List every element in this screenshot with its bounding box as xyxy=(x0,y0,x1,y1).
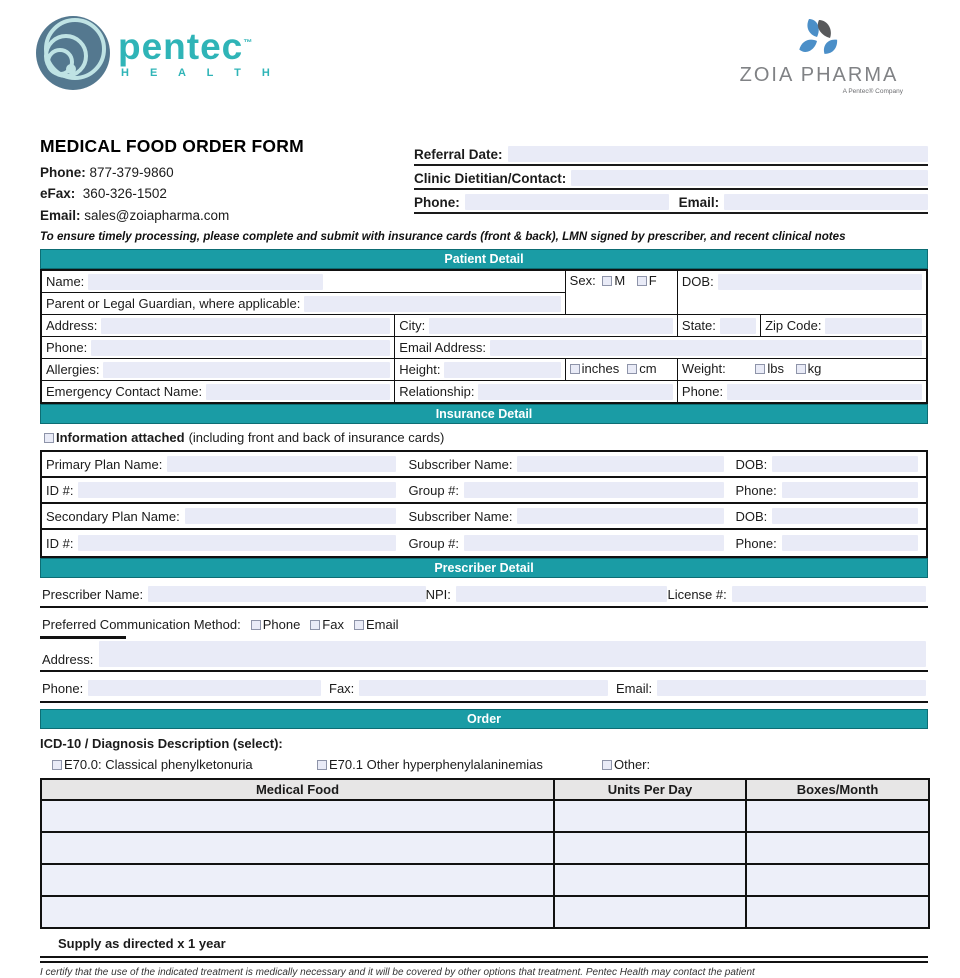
referral-email-label: Email: xyxy=(678,194,720,210)
section-divider xyxy=(40,956,928,963)
zoia-wordmark: ZOIA PHARMA xyxy=(739,64,899,86)
patient-name-field[interactable] xyxy=(88,274,323,290)
comm-fax-option: Fax xyxy=(322,617,344,632)
address-label: Address: xyxy=(46,318,98,333)
medical-food-cell[interactable] xyxy=(41,800,554,832)
comm-email-checkbox[interactable] xyxy=(354,620,364,630)
insurance-table xyxy=(40,450,928,558)
comm-phone-checkbox[interactable] xyxy=(251,620,261,630)
zip-label: Zip Code: xyxy=(765,318,822,333)
weight-lbs-checkbox[interactable] xyxy=(755,364,765,374)
dietitian-row xyxy=(414,170,928,190)
dietitian-label: Clinic Dietitian/Contact: xyxy=(414,170,567,186)
npi-field[interactable] xyxy=(456,586,668,602)
primary-plan-label: Primary Plan Name: xyxy=(46,456,163,472)
zoia-tagline: A Pentec® Company xyxy=(842,88,903,95)
group2-label: Group #: xyxy=(408,535,460,551)
allergies-field[interactable] xyxy=(103,362,390,378)
prescriber-phone-field[interactable] xyxy=(88,680,321,696)
group-label: Group #: xyxy=(408,482,460,498)
icd-diagnosis-label: ICD-10 / Diagnosis Description (select): xyxy=(40,736,283,751)
subscriber2-field[interactable] xyxy=(517,508,723,524)
cm-option: cm xyxy=(639,361,657,376)
icd-e701-checkbox[interactable] xyxy=(317,760,327,770)
insurance-attached-row xyxy=(40,424,928,450)
units-cell[interactable] xyxy=(554,832,746,864)
boxes-cell[interactable] xyxy=(746,864,929,896)
units-cell[interactable] xyxy=(554,896,746,928)
certification-text: I certify that the use of the indicated treatment is medically necessary and it will be covered by other options that treatment. Pentec Health may contact the patient xyxy=(40,967,755,978)
form-title: MEDICAL FOOD ORDER FORM xyxy=(40,136,304,156)
prescriber-email-label: Email: xyxy=(616,680,653,696)
emergency-phone-field[interactable] xyxy=(727,384,922,400)
city-field[interactable] xyxy=(429,318,673,334)
table-row xyxy=(41,832,929,864)
table-row xyxy=(41,864,929,896)
zip-field[interactable] xyxy=(825,318,922,334)
sex-m-checkbox[interactable] xyxy=(602,276,612,286)
boxes-cell[interactable] xyxy=(746,832,929,864)
id-field[interactable] xyxy=(78,482,396,498)
relationship-field[interactable] xyxy=(478,384,672,400)
prescriber-fax-label: Fax: xyxy=(329,680,355,696)
insurance-detail-header: Insurance Detail xyxy=(40,404,928,424)
communication-method-row xyxy=(40,608,928,636)
kg-option: kg xyxy=(807,361,822,376)
units-per-day-column-header: Units Per Day xyxy=(554,779,746,800)
prescriber-phone-label: Phone: xyxy=(42,680,84,696)
company-phone-line: Phone: 877-379-9860 xyxy=(40,165,174,180)
prescriber-detail-header: Prescriber Detail xyxy=(40,558,928,578)
state-field[interactable] xyxy=(720,318,756,334)
trademark-symbol: ™ xyxy=(243,37,254,48)
patient-email-label: Email Address: xyxy=(399,340,486,355)
referral-phone-email-row xyxy=(414,194,928,214)
prescriber-address-label: Address: xyxy=(42,652,94,667)
sex-label: Sex: xyxy=(569,273,596,288)
insurance-phone-field[interactable] xyxy=(782,482,918,498)
boxes-cell[interactable] xyxy=(746,800,929,832)
primary-plan-field[interactable] xyxy=(167,456,396,472)
id2-field[interactable] xyxy=(78,535,396,551)
comm-phone-option: Phone xyxy=(262,617,301,632)
group-field[interactable] xyxy=(464,482,723,498)
id-label: ID #: xyxy=(46,482,74,498)
prescriber-address-field[interactable] xyxy=(99,641,926,667)
units-cell[interactable] xyxy=(554,800,746,832)
relationship-label: Relationship: xyxy=(399,384,475,399)
secondary-plan-label: Secondary Plan Name: xyxy=(46,508,180,524)
icd-e701-option: E70.1 Other hyperphenylalaninemias xyxy=(329,757,543,772)
state-label: State: xyxy=(681,318,716,333)
insurance-dob-field[interactable] xyxy=(772,456,918,472)
medical-food-cell[interactable] xyxy=(41,864,554,896)
icd-e700-checkbox[interactable] xyxy=(52,760,62,770)
referral-phone-label: Phone: xyxy=(414,194,460,210)
pentec-health-logo xyxy=(36,16,279,90)
prescriber-name-label: Prescriber Name: xyxy=(42,586,144,602)
supply-note: Supply as directed x 1 year xyxy=(58,936,226,951)
patient-phone-label: Phone: xyxy=(46,340,88,355)
sex-f-checkbox[interactable] xyxy=(637,276,647,286)
emergency-contact-field[interactable] xyxy=(206,384,390,400)
insurance-attached-checkbox[interactable] xyxy=(44,433,54,443)
sex-m-option: M xyxy=(614,273,626,288)
npi-label: NPI: xyxy=(425,586,451,602)
height-field[interactable] xyxy=(444,362,560,378)
table-row xyxy=(41,800,929,832)
subscriber-label: Subscriber Name: xyxy=(408,456,513,472)
prescriber-phone-fax-email-row xyxy=(40,672,928,703)
icd-other-checkbox[interactable] xyxy=(602,760,612,770)
prescriber-fax-field[interactable] xyxy=(359,680,608,696)
prescriber-address-row xyxy=(40,639,928,672)
license-field[interactable] xyxy=(732,586,926,602)
id2-label: ID #: xyxy=(46,535,74,551)
group2-field[interactable] xyxy=(464,535,723,551)
units-cell[interactable] xyxy=(554,864,746,896)
pentec-wordmark: pentec™ xyxy=(118,25,254,67)
insurance-attached-rest: (including front and back of insurance cards) xyxy=(188,430,445,445)
medical-food-column-header: Medical Food xyxy=(41,779,554,800)
referral-date-field[interactable] xyxy=(508,146,928,162)
dietitian-field[interactable] xyxy=(571,170,928,186)
referral-email-field[interactable] xyxy=(724,194,928,210)
inches-option: inches xyxy=(581,361,620,376)
dob-field[interactable] xyxy=(718,274,922,290)
weight-kg-checkbox[interactable] xyxy=(796,364,806,374)
icd-options-row xyxy=(40,755,928,778)
zoia-pinwheel-icon xyxy=(795,16,843,62)
patient-phone-field[interactable] xyxy=(91,340,390,356)
lbs-option: lbs xyxy=(767,361,784,376)
subscriber-field[interactable] xyxy=(517,456,723,472)
patient-email-field[interactable] xyxy=(490,340,922,356)
height-cm-checkbox[interactable] xyxy=(627,364,637,374)
height-inches-checkbox[interactable] xyxy=(570,364,580,374)
processing-note: To ensure timely processing, please complete and submit with insurance cards (front & back), LMN signed by prescriber, and recent clinical notes xyxy=(40,230,846,243)
comm-email-option: Email xyxy=(365,617,399,632)
sex-f-option: F xyxy=(648,273,657,288)
insurance-dob-label: DOB: xyxy=(735,456,768,472)
company-email-line: Email: sales@zoiapharma.com xyxy=(40,207,230,223)
medical-food-cell[interactable] xyxy=(41,896,554,928)
secondary-id-row xyxy=(42,530,926,556)
referral-date-row xyxy=(414,146,928,166)
insurance-dob2-field[interactable] xyxy=(772,508,918,524)
medical-food-cell[interactable] xyxy=(41,832,554,864)
boxes-cell[interactable] xyxy=(746,896,929,928)
prescriber-name-field[interactable] xyxy=(148,586,425,602)
referral-phone-field[interactable] xyxy=(465,194,669,210)
prescriber-email-field[interactable] xyxy=(657,680,926,696)
secondary-plan-row xyxy=(42,504,926,530)
insurance-phone2-label: Phone: xyxy=(735,535,777,551)
patient-detail-header: Patient Detail xyxy=(40,249,928,269)
height-label: Height: xyxy=(399,362,441,377)
communication-method-label: Preferred Communication Method: xyxy=(42,617,241,632)
subscriber2-label: Subscriber Name: xyxy=(408,508,513,524)
medical-food-table xyxy=(40,778,930,929)
referral-date-label: Referral Date: xyxy=(414,146,503,162)
patient-detail-table xyxy=(40,269,928,404)
insurance-attached-bold: Information attached xyxy=(56,430,185,445)
company-efax-line: eFax: 360-326-1502 xyxy=(40,186,167,202)
guardian-label: Parent or Legal Guardian, where applicable: xyxy=(46,296,301,311)
emergency-contact-label: Emergency Contact Name: xyxy=(46,384,203,399)
allergies-label: Allergies: xyxy=(46,362,100,377)
primary-id-row xyxy=(42,478,926,504)
primary-plan-row xyxy=(42,452,926,478)
referral-block xyxy=(414,146,928,218)
address-field[interactable] xyxy=(101,318,390,334)
table-row xyxy=(41,896,929,928)
insurance-phone2-field[interactable] xyxy=(782,535,918,551)
license-label: License #: xyxy=(667,586,727,602)
insurance-dob2-label: DOB: xyxy=(735,508,768,524)
comm-fax-checkbox[interactable] xyxy=(310,620,320,630)
order-header: Order xyxy=(40,709,928,729)
zoia-pharma-logo xyxy=(733,16,905,95)
dob-label: DOB: xyxy=(681,274,714,289)
guardian-field[interactable] xyxy=(304,296,560,312)
weight-label: Weight: xyxy=(681,361,726,376)
pentec-health-subtext: H E A L T H xyxy=(121,66,279,79)
insurance-phone-label: Phone: xyxy=(735,482,777,498)
patient-name-label: Name: xyxy=(46,274,85,289)
city-label: City: xyxy=(399,318,426,333)
prescriber-name-row xyxy=(40,578,928,608)
boxes-month-column-header: Boxes/Month xyxy=(746,779,929,800)
icd-other-option: Other: xyxy=(614,757,651,772)
secondary-plan-field[interactable] xyxy=(185,508,397,524)
pentec-swirl-icon xyxy=(36,16,110,90)
icd-e700-option: E70.0: Classical phenylketonuria xyxy=(64,757,253,772)
emergency-phone-label: Phone: xyxy=(681,384,724,399)
